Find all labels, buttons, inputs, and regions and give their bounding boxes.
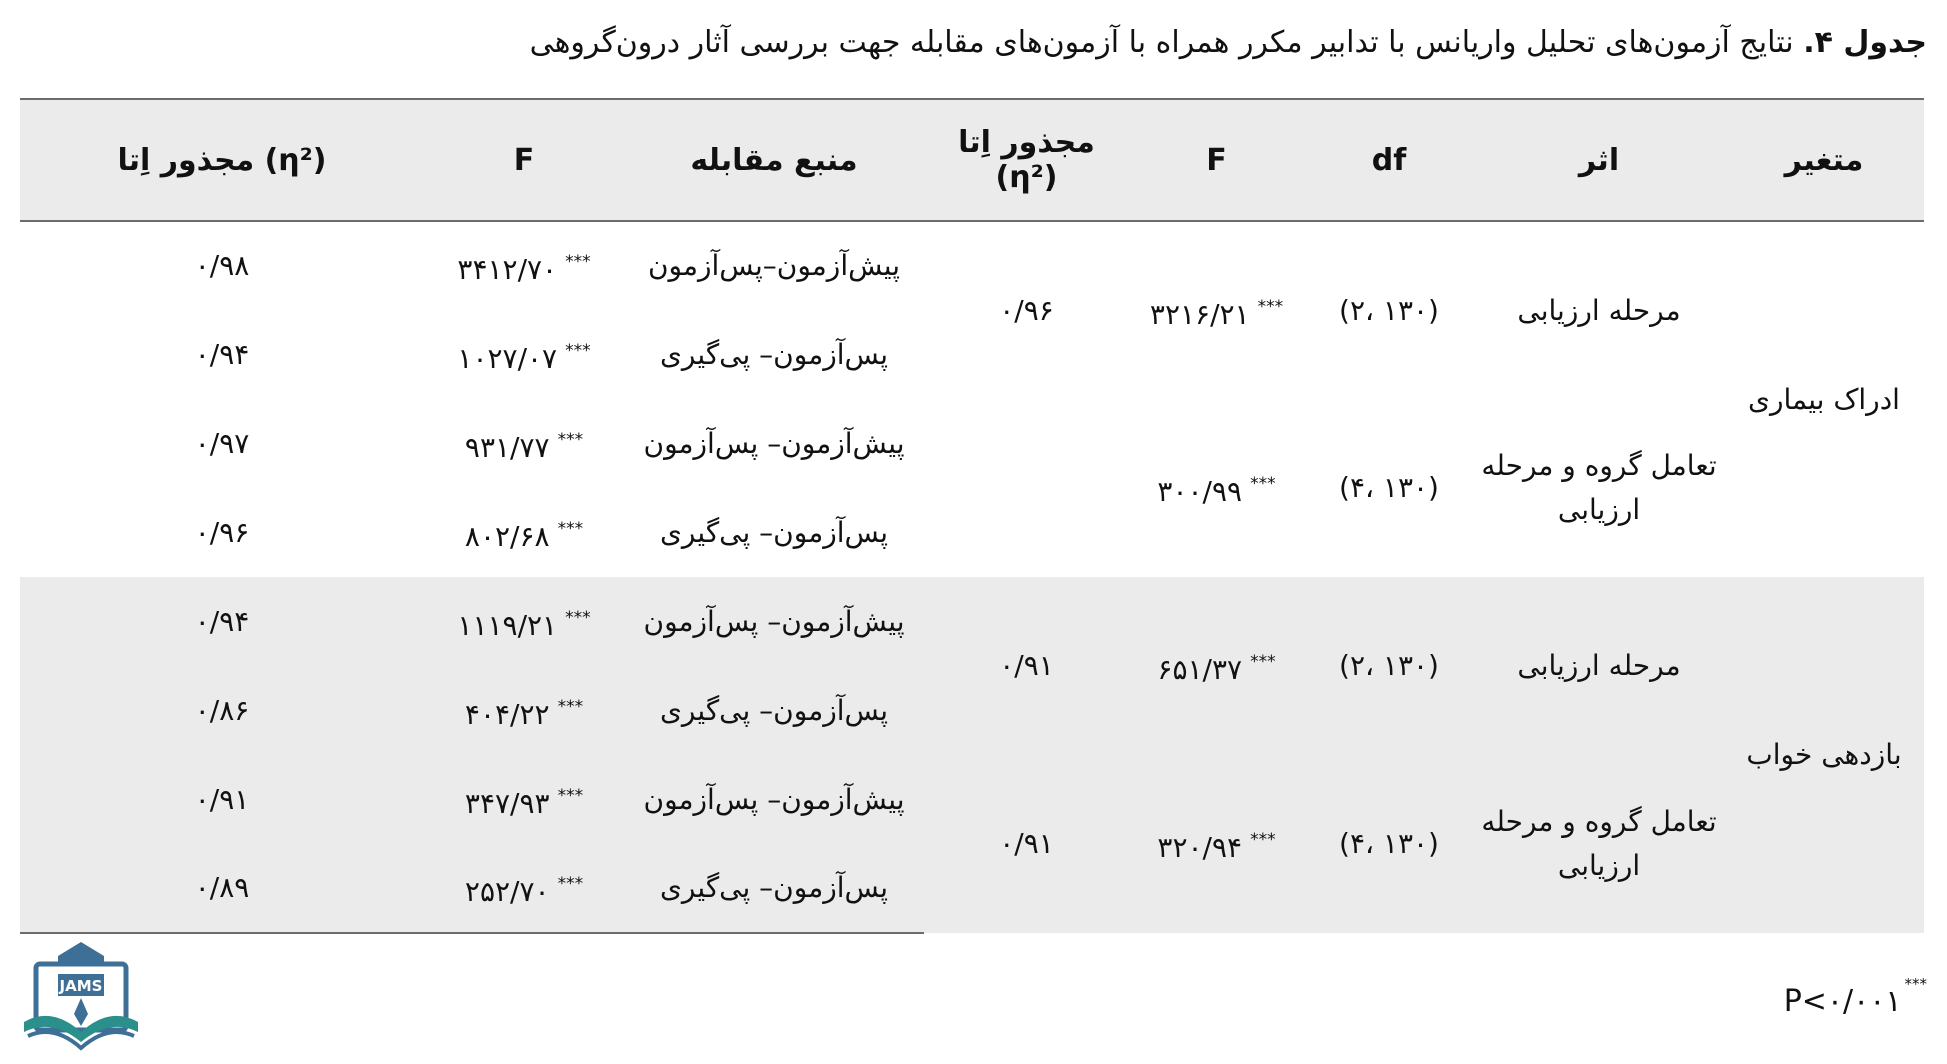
contrast-source-cell: پیش‌آزمون– پس‌آزمون <box>643 426 905 460</box>
contrast-f-cell: ***۳۴۷/۹۳ <box>424 755 624 844</box>
effect-cell: تعامل گروه و مرحله ارزیابی <box>1474 755 1724 933</box>
logo-text: JAMS <box>59 977 103 995</box>
contrast-f-cell: ***۳۴۱۲/۷۰ <box>457 252 591 286</box>
header-f: F <box>1129 99 1304 221</box>
contrast-f-cell: ***۱۱۱۹/۲۱ <box>424 577 624 666</box>
contrast-source-cell: پس‌آزمون– پی‌گیری <box>660 337 888 371</box>
df-cell: (۴، ۱۳۰) <box>1339 471 1439 504</box>
table-row <box>20 399 1924 488</box>
footnote-text: P<۰/۰۰۱ <box>1783 984 1902 1019</box>
effect-cell: مرحله ارزیابی <box>1474 577 1724 755</box>
contrast-source-cell: پس‌آزمون– پی‌گیری <box>660 515 888 549</box>
header-contrast-f: F <box>424 99 624 221</box>
f-cell: ***۳۰۰/۹۹ <box>1157 474 1276 508</box>
df-cell: (۴، ۱۳۰) <box>1304 755 1474 933</box>
contrast-f-cell: ***۸۰۲/۶۸ <box>464 518 584 553</box>
table-row <box>20 221 1924 310</box>
contrast-eta-cell: ۰/۹۴ <box>194 337 250 371</box>
contrast-f-cell: ***۲۵۲/۷۰ <box>424 844 624 933</box>
contrast-eta-cell: ۰/۹۱ <box>20 755 424 844</box>
contrast-f-cell: ***۴۰۴/۲۲ <box>424 666 624 755</box>
table-caption <box>27 20 1927 66</box>
contrast-eta-cell: ۰/۸۹ <box>20 844 424 933</box>
f-cell: ***۶۵۱/۳۷ <box>1129 577 1304 755</box>
contrast-eta-cell: ۰/۹۶ <box>194 515 250 549</box>
header-variable: متغیر <box>1724 99 1924 221</box>
group-sleep-efficiency <box>20 577 1924 933</box>
header-eta: مجذور اِتا (η²) <box>924 99 1129 221</box>
header-contrast-source: منبع مقابله <box>624 99 924 221</box>
logo-roof-icon <box>58 942 104 964</box>
results-table <box>20 98 1924 934</box>
contrast-source-cell: پیش‌آزمون– پس‌آزمون <box>624 577 924 666</box>
df-cell: (۲، ۱۳۰) <box>1339 293 1439 327</box>
significance-footnote <box>1784 975 1927 1019</box>
contrast-eta-cell: ۰/۹۸ <box>194 249 250 282</box>
contrast-f-cell: ***۱۰۲۷/۰۷ <box>457 340 591 375</box>
contrast-eta-cell: ۰/۹۴ <box>20 577 424 666</box>
table-row <box>20 755 1924 844</box>
effect-cell: مرحله ارزیابی <box>1517 293 1681 327</box>
variable-cell: ادراک بیماری <box>1748 382 1900 416</box>
footnote-mark: *** <box>1904 975 1927 993</box>
group-illness-perception <box>20 221 1924 577</box>
eta-cell: ۰/۹۱ <box>924 577 1129 755</box>
header-row <box>20 99 1924 221</box>
header-df: df <box>1304 99 1474 221</box>
f-cell: ***۳۲۱۶/۲۱ <box>1149 296 1284 331</box>
caption-text: نتایج آزمون‌های تحلیل واریانس با تدابیر مکرر همراه با آزمون‌های مقابله جهت بررسی آثار درون‌گروهی <box>529 25 1794 60</box>
contrast-source-cell: پیش‌آزمون–پس‌آزمون <box>647 249 901 282</box>
f-cell: ***۳۲۰/۹۴ <box>1129 755 1304 933</box>
caption-label: جدول ۴. <box>1803 25 1927 60</box>
df-cell: (۲، ۱۳۰) <box>1304 577 1474 755</box>
eta-cell: ۰/۹۱ <box>924 755 1129 933</box>
jams-logo <box>18 940 144 1056</box>
eta-cell: ۰/۹۶ <box>999 293 1054 327</box>
header-effect: اثر <box>1474 99 1724 221</box>
contrast-f-cell: ***۹۳۱/۷۷ <box>464 429 584 464</box>
effect-cell: تعامل گروه و مرحله ارزیابی <box>1481 449 1717 526</box>
eta-cell <box>924 399 1129 577</box>
variable-cell: بازدهی خواب <box>1724 577 1924 933</box>
contrast-eta-cell: ۰/۹۷ <box>194 426 250 460</box>
contrast-source-cell: پیش‌آزمون– پس‌آزمون <box>624 755 924 844</box>
table-row <box>20 577 1924 666</box>
logo-pen-icon <box>74 998 88 1026</box>
header-contrast-eta: مجذور اِتا (η²) <box>20 99 424 221</box>
contrast-source-cell: پس‌آزمون– پی‌گیری <box>624 844 924 933</box>
contrast-source-cell: پس‌آزمون– پی‌گیری <box>624 666 924 755</box>
contrast-eta-cell: ۰/۸۶ <box>20 666 424 755</box>
